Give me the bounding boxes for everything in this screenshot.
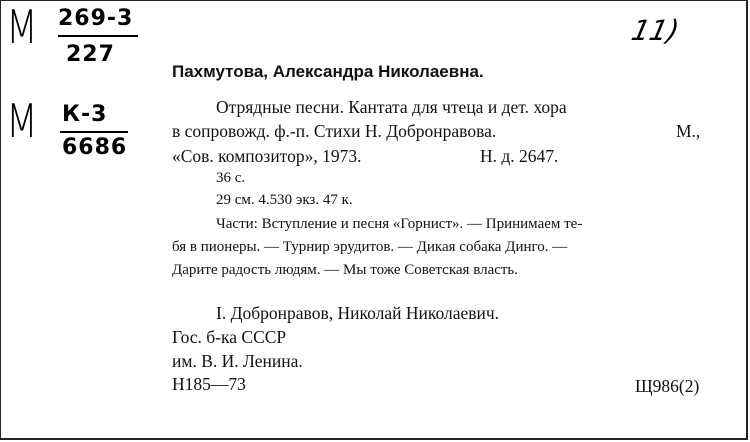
author-heading: Пахмутова, Александра Николаевна. [172,62,484,81]
handwritten-denominator-top: 227 [66,42,115,67]
handwritten-fraction-line-bottom [60,131,128,133]
title-line-2: в сопровожд. ф.-п. Стихи Н. Добронравова. [172,121,497,141]
title-line-1: Отрядные песни. Кантата для чтеца и дет. хора [216,97,567,117]
handwritten-fraction-line-top [58,35,138,37]
handwritten-corner-mark: 11) [628,14,683,47]
card-number: Н185—73 [172,374,246,394]
publisher-year: «Сов. композитор», 1973. [172,146,362,166]
handwritten-denominator-bottom: 6686 [62,135,128,160]
library-line-2: им. В. И. Ленина. [172,351,303,371]
handwritten-letter-top: М [6,0,38,54]
added-entry: I. Добронравов, Николай Николаевич. [216,303,500,323]
contents-line-2: бя в пионеры. — Турнир эрудитов. — Дикая собака Динго. — [172,239,568,255]
contents-line-3: Дарите радость людям. — Мы тоже Советская власть. [172,262,519,278]
handwritten-numerator-top: 269-3 [58,6,134,31]
handwritten-letter-bottom: М [6,94,38,148]
publication-place: М., [676,121,701,141]
publisher-number: Н. д. 2647. [480,146,559,166]
library-line-1: Гос. б-ка СССР [172,327,287,347]
shelf-code: Щ986(2) [635,376,700,396]
contents-line-1: Части: Вступление и песня «Горнист». — Принимаем те- [216,216,583,232]
physical-description: 29 см. 4.530 экз. 47 к. [216,192,353,208]
pages: 36 с. [216,170,246,186]
handwritten-numerator-bottom: К-3 [62,102,108,127]
